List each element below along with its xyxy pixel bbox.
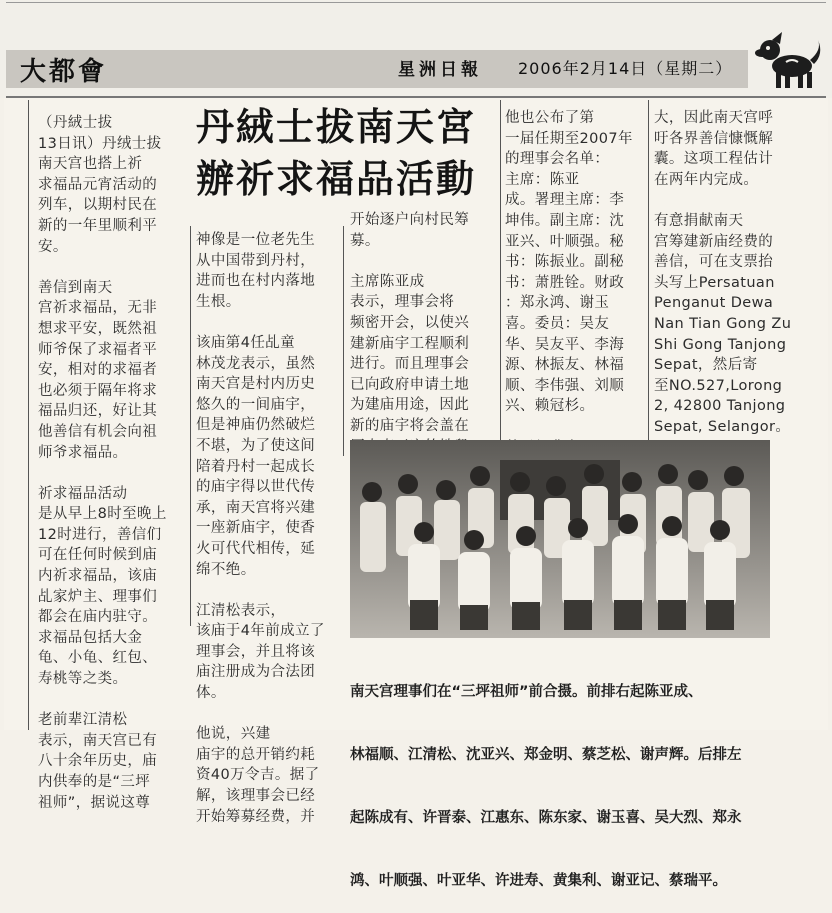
article-line [38, 690, 167, 711]
article-line [196, 580, 325, 601]
article-line: 兴、赖冠杉。 [505, 398, 595, 415]
article-line: 老前辈江清松 [38, 712, 128, 729]
article-line: 都会在庙内驻守。 [38, 609, 158, 626]
article-line: 主席陈亚成 [350, 273, 425, 290]
article-line: 的理事会名单： [505, 151, 610, 168]
article-line: 为建庙用途，因此 [350, 397, 470, 414]
article-line: 大，因此南天宫呼 [654, 110, 774, 126]
dog-icon [752, 30, 824, 94]
article-line: 建新庙宇工程顺利 [350, 335, 470, 352]
article-line [38, 463, 167, 484]
article-line: 12时进行，善信们 [38, 526, 162, 543]
article-line: 神像是一位老先生 [196, 232, 316, 248]
column-rule [648, 100, 649, 440]
article-line: 源、林振友、林福 [505, 357, 625, 374]
article-line: 书：陈振业。副秘 [505, 254, 625, 271]
article-line: 求福品元宵活动的 [38, 176, 158, 193]
article-line: 想求平安，既然祖 [38, 320, 158, 337]
headline-line-2: 辦祈求福品活動 [196, 156, 477, 201]
article-line: 坤伟。副主席：沈 [505, 212, 625, 229]
article-line: 资40万令吉。据了 [196, 767, 320, 784]
article-line: Nan Tian Gong Zu [654, 315, 792, 332]
article-line: 头写上Persatuan [654, 274, 775, 291]
article-line: 新的一年里顺利平 [38, 217, 158, 234]
article-line: 林茂龙表示，虽然 [196, 355, 316, 372]
article-line: 一届任期至2007年 [505, 130, 633, 147]
article-line: Sepat, Selangor。 [654, 418, 791, 435]
article-line: 募。 [350, 232, 380, 249]
article-line: （丹絨士拔 [38, 115, 113, 131]
article-line: 他说，兴建 [196, 726, 271, 743]
article-line: 列车，以期村民在 [38, 197, 158, 214]
article-line: 在两年内完成。 [654, 171, 759, 188]
article-line: 乩家炉主、理事们 [38, 588, 158, 605]
headline-line-1: 丹絨士拔南天宮 [196, 104, 477, 149]
article-line: 悠久的一间庙宇， [196, 396, 316, 413]
article-line: 该庙第4任乩童 [196, 334, 296, 351]
article-line [196, 704, 325, 725]
article-line [350, 251, 469, 272]
section-title: 大都會 [20, 57, 108, 87]
column-rule [190, 226, 191, 626]
article-line: ：郑永鸿、谢玉 [505, 295, 610, 312]
article-line: 江清松表示， [196, 602, 286, 619]
article-line: 善信到南天 [38, 279, 113, 296]
article-line: 但是神庙仍然破烂 [196, 417, 316, 434]
article-line: 内供奉的是“三坪 [38, 774, 151, 790]
column-rule [28, 100, 29, 730]
group-photo [350, 440, 770, 638]
article-line: 从中国带到丹村， [196, 252, 316, 269]
article-line: 善信，可在支票抬 [654, 254, 774, 271]
article-line: Shi Gong Tanjong [654, 336, 787, 353]
article-column-5 [654, 108, 791, 438]
article-line: 火可代代相传，延 [196, 540, 316, 557]
article-line: 表示，南天宫已有 [38, 732, 158, 749]
article-line: 的庙宇得以世代传 [196, 479, 316, 496]
article-line: 频密开会，以使兴 [350, 314, 470, 331]
article-line: 龟、小龟、红包、 [38, 650, 158, 667]
article-line: 陪着丹村一起成长 [196, 458, 316, 475]
header-bottom-rule [6, 96, 826, 98]
group-photo-illustration [350, 440, 770, 638]
article-line: 该庙于4年前成立了 [196, 623, 325, 640]
page-header [0, 0, 832, 98]
article-line: 寿桃等之类。 [38, 671, 128, 688]
photo-caption [350, 640, 780, 913]
article-line: 南天宫是村内历史 [196, 376, 316, 393]
article-line: 福品归还，好让其 [38, 403, 158, 420]
article-line: 南天宫也搭上祈 [38, 156, 143, 173]
caption-line: 南天宫理事们在“三坪祖师”前合摄。前排右起陈亚成、 [350, 684, 703, 700]
article-line: 13日讯）丹绒士拔 [38, 135, 162, 152]
article-line: 进而也在村内落地 [196, 273, 316, 290]
article-line: 内祈求福品，该庙 [38, 568, 158, 585]
article-line: 生根。 [196, 293, 241, 310]
article-line: 书：萧胜铨。财政 [505, 274, 625, 291]
article-line: 成。署理主席：李 [505, 192, 625, 209]
article-line: Penganut Dewa [654, 295, 774, 312]
article-line [654, 190, 791, 211]
article-line: 进行。而且理事会 [350, 356, 470, 373]
article-line: 解，该理事会已经 [196, 788, 316, 805]
article-line: 囊。这项工程估计 [654, 151, 774, 168]
article-line: 安。 [38, 238, 68, 255]
article-column-3 [350, 210, 469, 478]
newspaper-name: 星洲日報 [398, 60, 482, 80]
article-line [505, 417, 633, 438]
article-line: 开始筹募经费，并 [196, 808, 316, 825]
article-line: 亚兴、叶顺强。秘 [505, 233, 625, 250]
article-line: 求福品包括大金 [38, 629, 143, 646]
article-line: 师爷求福品。 [38, 444, 128, 461]
article-line: 华、吴友平、李海 [505, 336, 625, 353]
article-line: 顺、李伟强、刘顺 [505, 377, 625, 394]
article-column-4 [505, 108, 633, 458]
article-line: 他也公布了第 [505, 110, 595, 126]
caption-line: 鸿、叶顺强、叶亚华、许进寿、黄集利、谢亚记、蔡瑞平。 [350, 873, 727, 889]
article-line: 祈求福品活动 [38, 485, 128, 502]
article-line: 绵不绝。 [196, 561, 256, 578]
article-line: 已向政府申请土地 [350, 376, 470, 393]
caption-line: 起陈成有、许晋泰、江惠东、陈东家、谢玉喜、吴大烈、郑永 [350, 810, 742, 826]
article-line: 2, 42800 Tanjong [654, 398, 786, 415]
article-line: 可在任何时候到庙 [38, 547, 158, 564]
article-line: 承，南天宫将兴建 [196, 499, 316, 516]
column-rule [343, 226, 344, 456]
article-line: 新的庙宇将会盖在 [350, 417, 470, 434]
article-line: 至NO.527,Lorong [654, 377, 783, 394]
article-line: 是从早上8时至晚上 [38, 506, 167, 523]
column-rule [500, 100, 501, 440]
article-column-2 [196, 230, 325, 827]
article-line: 他善信有机会向祖 [38, 423, 158, 440]
issue-date: 2006年2月14日（星期二） [518, 59, 733, 78]
article-column-1 [38, 113, 167, 813]
article-line: 宫筹建新庙经费的 [654, 233, 774, 250]
article-line: 八十余年历史，庙 [38, 753, 158, 770]
article-line: 体。 [196, 685, 226, 702]
article-line: 吁各界善信慷慨解 [654, 130, 774, 147]
article-line: 也必须于隔年将求 [38, 382, 158, 399]
header-top-rule [6, 2, 826, 3]
article-line: 开始逐户向村民筹 [350, 212, 470, 228]
article-line: 庙宇的总开销约耗 [196, 746, 316, 763]
article-line: 庙注册成为合法团 [196, 664, 316, 681]
article-line [196, 312, 325, 333]
article-line: 不堪，为了使这间 [196, 437, 316, 454]
article-line: 有意捐献南天 [654, 212, 744, 229]
article-line: 宫祈求福品，无非 [38, 300, 158, 317]
article-line: 祖师”，据说这尊 [38, 794, 151, 811]
article-line: 表示，理事会将 [350, 294, 455, 311]
article-line [38, 257, 167, 278]
article-line: Sepat，然后寄 [654, 357, 758, 374]
article-line: 喜。委员：吴友 [505, 315, 610, 332]
article-line: 理事会，并且将该 [196, 643, 316, 660]
article-line: 师爷保了求福者平 [38, 341, 158, 358]
article-line: 主席：陈亚 [505, 171, 580, 188]
article-line: 安，相对的求福者 [38, 362, 158, 379]
article-line: 一座新庙宇，使香 [196, 520, 316, 537]
caption-line: 林福顺、江清松、沈亚兴、郑金明、蔡芝松、谢声辉。后排左 [350, 747, 742, 763]
